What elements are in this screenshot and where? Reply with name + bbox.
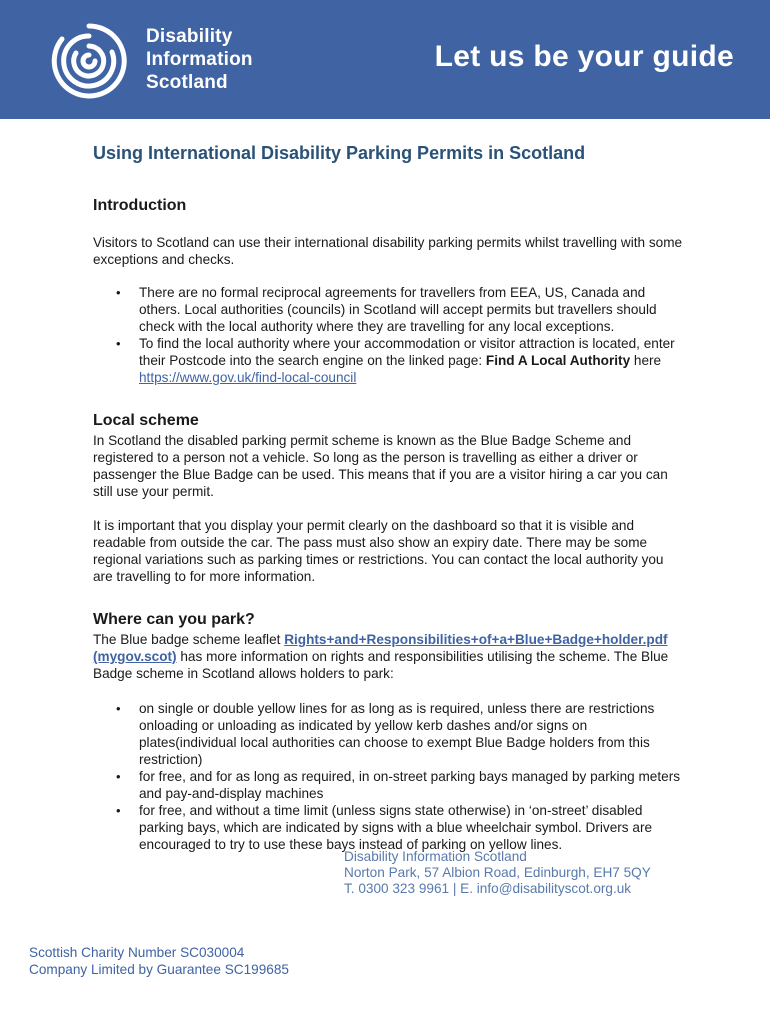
page-title: Using International Disability Parking Permits in Scotland xyxy=(93,143,586,163)
logo-line-3: Scotland xyxy=(146,72,228,93)
local-scheme-paragraph-1: In Scotland the disabled parking permit scheme is known as the Blue Badge Scheme and registered to a person not a vehicle. So long as the person is travelling as either a driver or passenger the Blue Badge can be used. This means that if you are a visitor hiring a car you can still use your permit. xyxy=(93,433,668,499)
paragraph-text: The Blue badge scheme leaflet xyxy=(93,632,285,647)
logo-line-2: Information xyxy=(146,49,253,70)
footer-address: Norton Park, 57 Albion Road, Edinburgh, EH7 5QY xyxy=(344,865,651,880)
where-park-heading: Where can you park? xyxy=(93,611,255,628)
concentric-circles-logo-icon xyxy=(50,22,128,100)
find-local-council-link[interactable]: https://www.gov.uk/find-local-council xyxy=(139,370,357,385)
local-scheme-heading: Local scheme xyxy=(93,412,199,429)
local-scheme-paragraph-2: It is important that you display your permit clearly on the dashboard so that it is visible and readable from outside the car. The pass must also show an expiry date. There may be some regional variations such as parking times or restrictions. You can contact the local authority you are travelling to for more information. xyxy=(93,518,664,584)
footer-org: Disability Information Scotland xyxy=(344,849,527,864)
where-park-paragraph xyxy=(93,631,683,682)
footer-phone-email: T. 0300 323 9961 | E. info@disabilityscot.org.uk xyxy=(344,881,632,896)
header-tagline: Let us be your guide xyxy=(434,40,734,73)
intro-list xyxy=(93,284,683,386)
list-item: • for free, and for as long as required, in on-street parking bays managed by parking meters and pay-and-display machines xyxy=(139,768,683,802)
footer-contact xyxy=(344,849,651,897)
intro-paragraph: Visitors to Scotland can use their international disability parking permits whilst travelling with some exceptions and checks. xyxy=(93,235,683,267)
charity-number: Scottish Charity Number SC030004 xyxy=(29,945,245,960)
list-item-text: To find the local authority where your accommodation or visitor attraction is located, enter their Postcode into the search engine on the linked page: xyxy=(139,336,675,368)
blue-badge-leaflet-link[interactable]: Rights+and+Responsibilities+of+a+Blue+Badge+holder.pdf (mygov.scot) xyxy=(93,632,668,664)
page-header xyxy=(0,0,770,119)
company-number: Company Limited by Guarantee SC199685 xyxy=(29,962,289,977)
where-park-list xyxy=(93,700,683,853)
find-local-authority-label: Find A Local Authority xyxy=(485,353,631,368)
document-body xyxy=(93,142,683,853)
footer-legal xyxy=(29,944,289,978)
paragraph-text: has more information on rights and responsibilities utilising the scheme. The Blue Badge scheme in Scotland allows holders to park: xyxy=(93,649,669,681)
list-item: • on single or double yellow lines for as long as is required, unless there are restrictions onloading or unloading as indicated by yellow kerb dashes and/or signs on plates(individual local authorities can choose to exempt Blue Badge holders from this restriction) xyxy=(139,700,683,768)
logo-line-1: Disability xyxy=(146,26,233,47)
list-item xyxy=(139,335,683,386)
logo-wordmark xyxy=(146,25,253,94)
list-item: • for free, and without a time limit (unless signs state otherwise) in ‘on-street’ disabled parking bays, which are indicated by signs with a blue wheelchair symbol. Drivers are encouraged to try to use these bays instead of parking on yellow lines. xyxy=(139,802,683,853)
intro-heading: Introduction xyxy=(93,197,187,214)
list-item: • There are no formal reciprocal agreements for travellers from EEA, US, Canada and others. Local authorities (councils) in Scotland will accept permits but travellers should check with the local authority where they are travelling for any local exceptions. xyxy=(139,284,683,335)
list-item-text: here xyxy=(630,353,662,368)
